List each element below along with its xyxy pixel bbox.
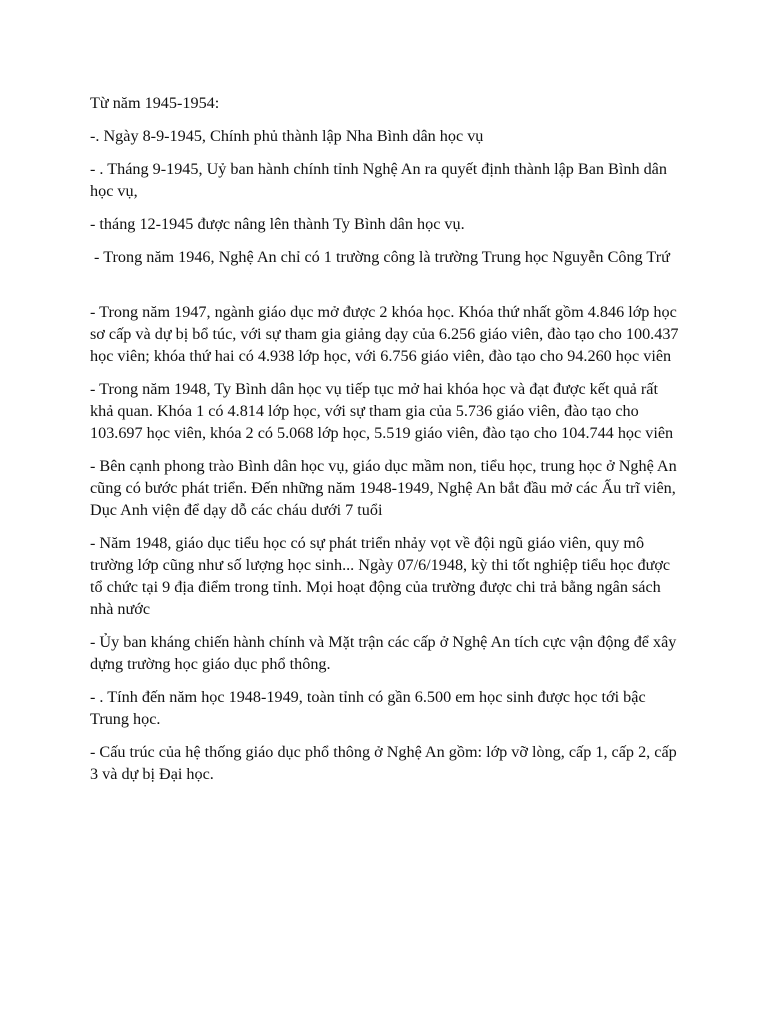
paragraph-10: - . Tính đến năm học 1948-1949, toàn tỉnh có gần 6.500 em học sinh được học tới bậc Trung học. (90, 688, 646, 728)
paragraph-1: -. Ngày 8-9-1945, Chính phủ thành lập Nha Bình dân học vụ (90, 127, 484, 145)
paragraph-11: - Cấu trúc của hệ thống giáo dục phổ thông ở Nghệ An gồm: lớp vỡ lòng, cấp 1, cấp 2, cấp 3 và dự bị Đại học. (90, 743, 677, 783)
document-page (90, 92, 680, 796)
paragraph-9: - Ủy ban kháng chiến hành chính và Mặt trận các cấp ở Nghệ An tích cực vận động để xây dựng trường học giáo dục phổ thông. (90, 633, 677, 673)
blank-line (90, 279, 680, 301)
paragraph-4: - Trong năm 1946, Nghệ An chỉ có 1 trường công là trường Trung học Nguyễn Công Trứ (90, 248, 670, 266)
paragraph-7: - Bên cạnh phong trào Bình dân học vụ, giáo dục mầm non, tiểu học, trung học ở Nghệ An cũng có bước phát triển. Đến những năm 1948-1949, Nghệ An bắt đầu mở các Ấu trĩ viên, Dục Anh viện để dạy dỗ các cháu dưới 7 tuổi (90, 457, 677, 519)
paragraph-8: - Năm 1948, giáo dục tiểu học có sự phát triển nhảy vọt về đội ngũ giáo viên, quy mô trường lớp cũng như số lượng học sinh... Ngày 07/6/1948, kỳ thi tốt nghiệp tiểu học được tổ chức tại 9 địa điểm trong tỉnh. Mọi hoạt động của trường được chi trả bằng ngân sách nhà nước (90, 534, 671, 618)
paragraph-3: - tháng 12-1945 được nâng lên thành Ty Bình dân học vụ. (90, 215, 465, 233)
paragraph-6: - Trong năm 1948, Ty Bình dân học vụ tiếp tục mở hai khóa học và đạt được kết quả rất khả quan. Khóa 1 có 4.814 lớp học, với sự tham gia của 5.736 giáo viên, đào tạo cho 103.697 học viên, khóa 2 có 5.068 lớp học, 5.519 giáo viên, đào tạo cho 104.744 học viên (90, 380, 674, 442)
paragraph-5: - Trong năm 1947, ngành giáo dục mở được 2 khóa học. Khóa thứ nhất gồm 4.846 lớp học sơ cấp và dự bị bổ túc, với sự tham gia giảng dạy của 6.256 giáo viên, đào tạo cho 100.437 học viên; khóa thứ hai có 4.938 lớp học, với 6.756 giáo viên, đào tạo cho 94.260 học viên (90, 303, 679, 365)
document-heading: Từ năm 1945-1954: (90, 94, 220, 112)
paragraph-2: - . Tháng 9-1945, Uỷ ban hành chính tỉnh Nghệ An ra quyết định thành lập Ban Bình dân học vụ, (90, 160, 667, 200)
